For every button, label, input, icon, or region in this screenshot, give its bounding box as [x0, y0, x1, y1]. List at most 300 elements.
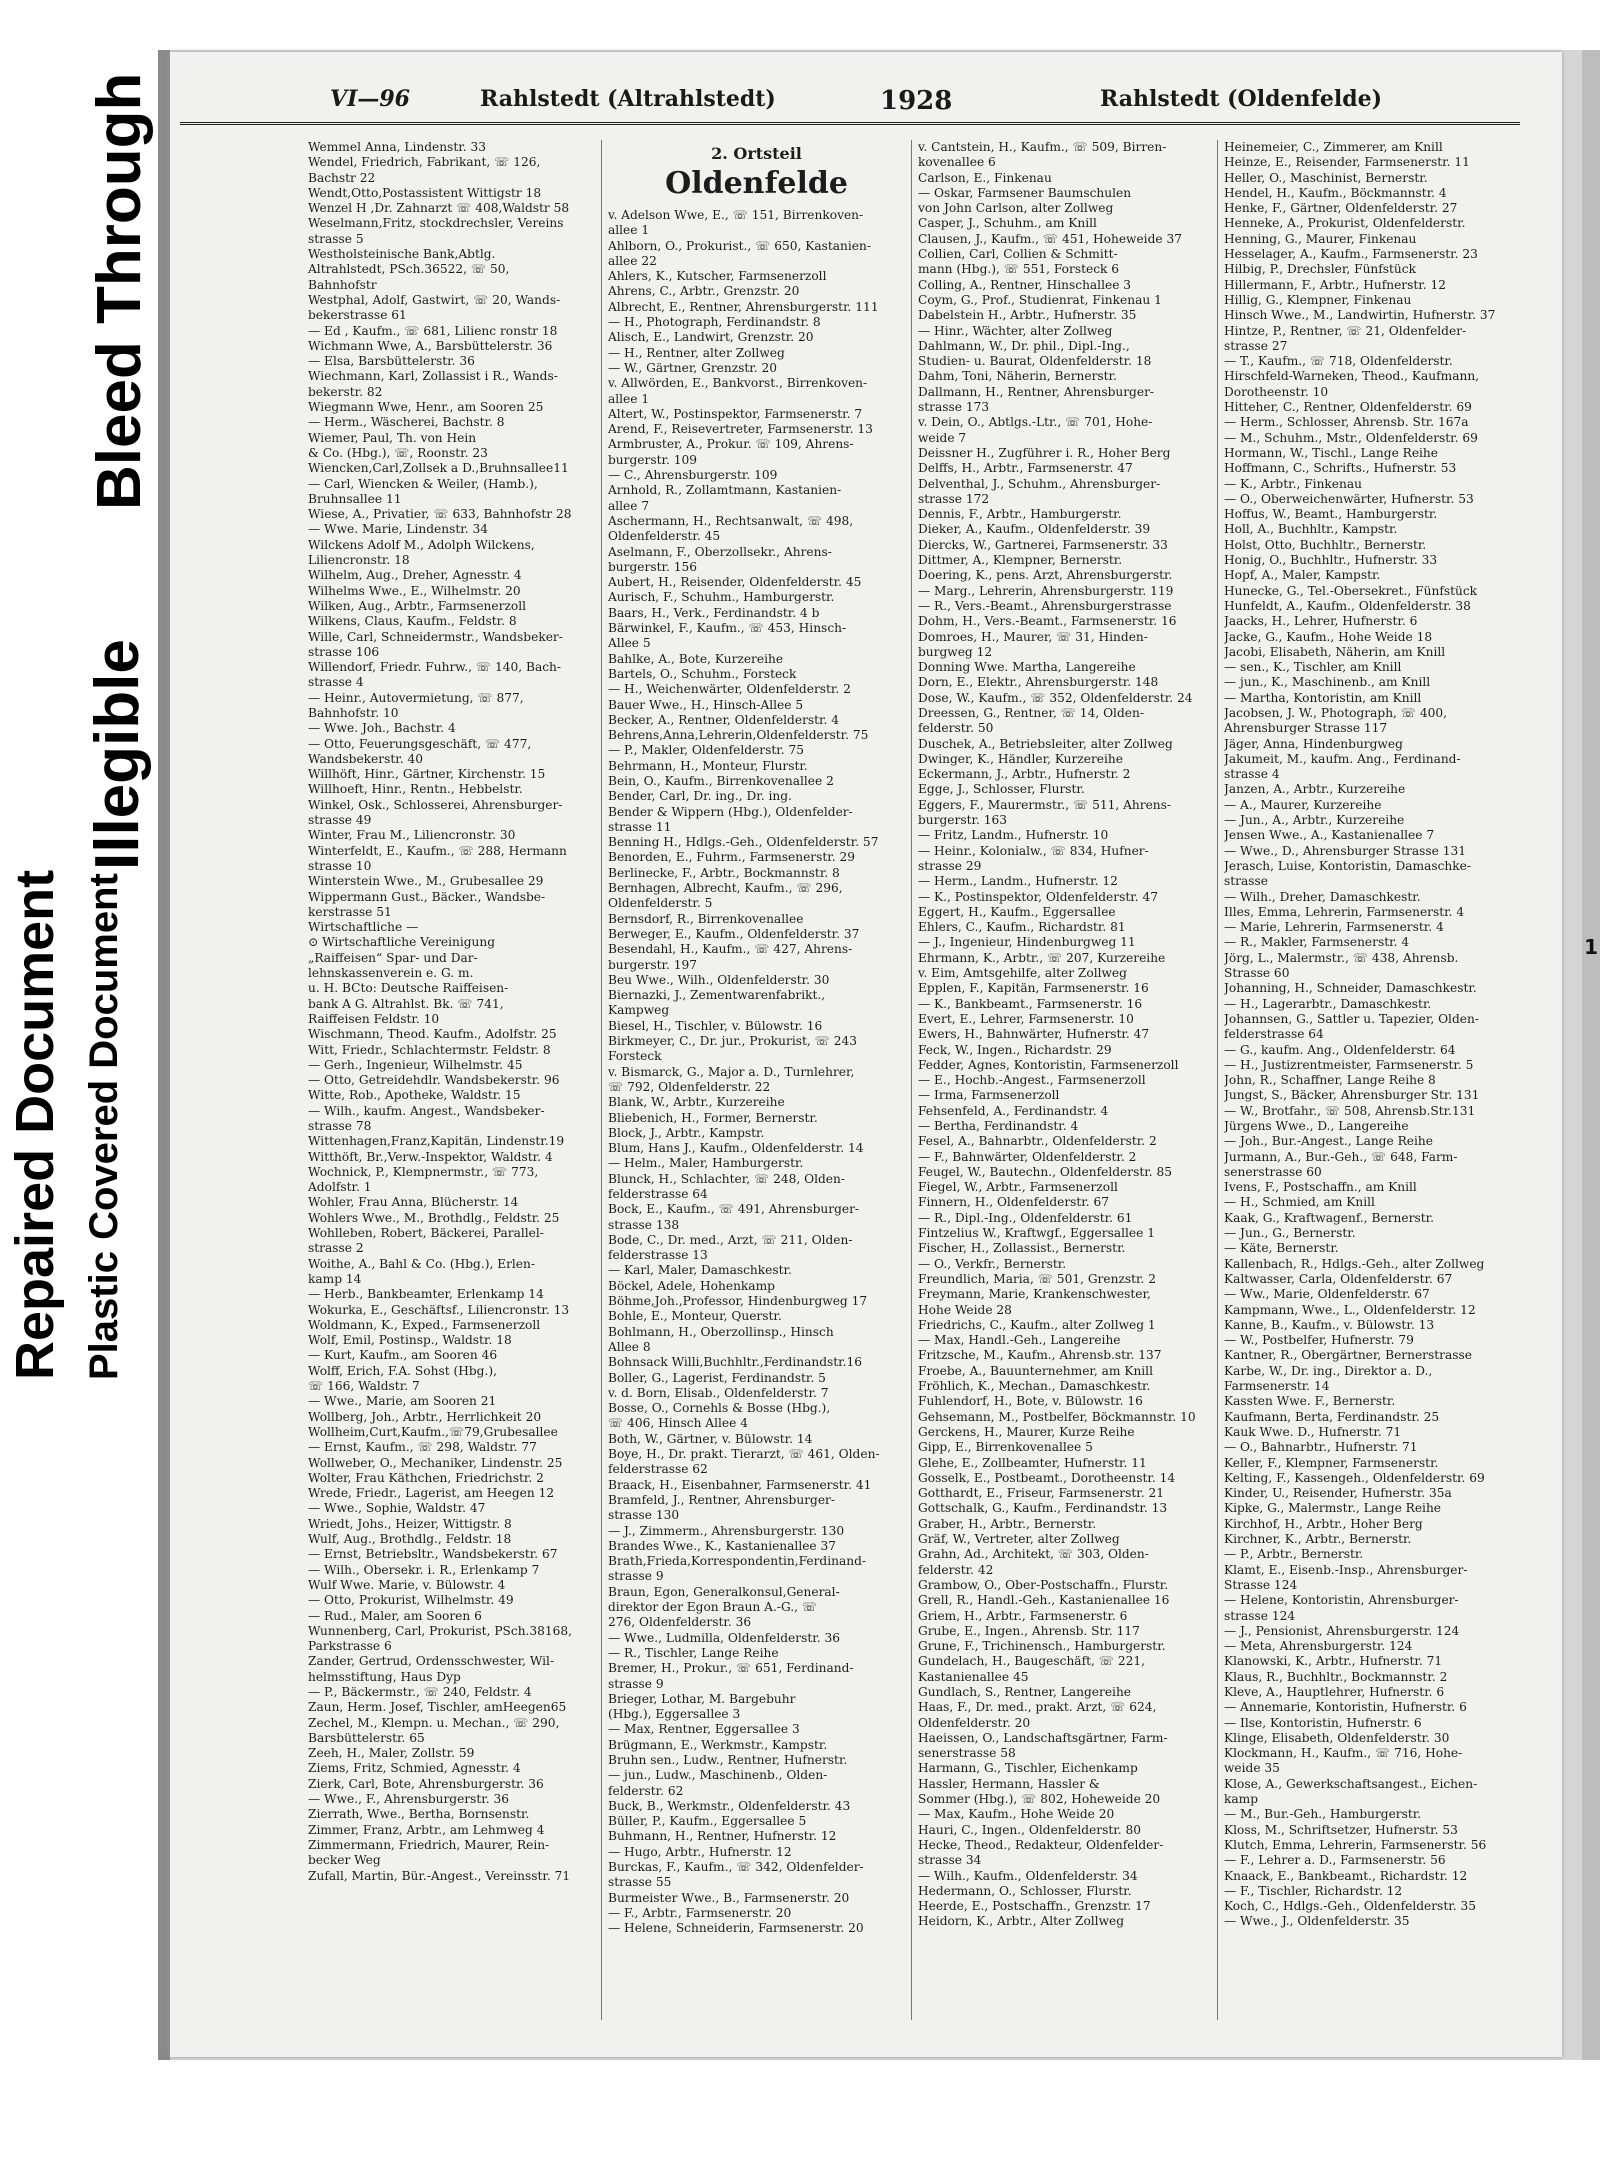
directory-entry: Zierk, Carl, Bote, Ahrensburgerstr. 36 [308, 1776, 544, 1791]
directory-entry: — Heinr., Autovermietung, ☏ 877, [308, 690, 524, 705]
directory-entry: felderstr. 50 [918, 721, 994, 736]
directory-entry: — Kurt, Kaufm., am Sooren 46 [308, 1348, 498, 1363]
directory-entry: — Irma, Farmsenerzoll [918, 1088, 1060, 1103]
directory-entry: Wichmann Wwe, A., Barsbüttelerstr. 36 [308, 338, 553, 353]
directory-entry: Wulf, Aug., Brothdlg., Feldstr. 18 [308, 1532, 512, 1547]
directory-entry: — O., Oberweichenwärter, Hufnerstr. 53 [1224, 491, 1474, 506]
illegible-label: Illegible [83, 639, 152, 870]
directory-entry: allee 1 [608, 223, 650, 238]
directory-entry: — Max, Handl.-Geh., Langereihe [918, 1333, 1121, 1348]
column-1 [302, 140, 602, 2020]
directory-entry: — sen., K., Tischler, am Knill [1224, 660, 1402, 675]
directory-entry: 276, Oldenfelderstr. 36 [608, 1615, 752, 1630]
directory-entry: Dieker, A., Kaufm., Oldenfelderstr. 39 [918, 522, 1151, 537]
directory-entry: weide 35 [1224, 1761, 1280, 1776]
directory-entry: Kaufmann, Berta, Ferdinandstr. 25 [1224, 1409, 1440, 1424]
directory-entry: — Jun., A., Arbtr., Kurzereihe [1224, 813, 1405, 828]
directory-entry: strasse 138 [608, 1217, 680, 1232]
directory-entry: Bruhn sen., Ludw., Rentner, Hufnerstr. [608, 1752, 848, 1767]
directory-entry: Kassten Wwe. F., Bernerstr. [1224, 1394, 1396, 1409]
directory-entry: Both, W., Gärtner, v. Bülowstr. 14 [608, 1431, 813, 1446]
directory-entry: — H., Lagerarbtr., Damaschkestr. [1224, 996, 1432, 1011]
directory-entry: Buck, B., Werkmstr., Oldenfelderstr. 43 [608, 1798, 851, 1813]
directory-entry: — Karl, Maler, Damaschkestr. [608, 1263, 792, 1278]
directory-entry: Wirtschaftliche — [308, 920, 419, 935]
directory-entry: Fröhlich, K., Mechan., Damaschkestr. [918, 1379, 1151, 1394]
directory-entry: Boller, G., Lagerist, Ferdinandstr. 5 [608, 1370, 826, 1385]
directory-entry: Baars, H., Verk., Ferdinandstr. 4 b [608, 605, 820, 620]
directory-entry: Kastanienallee 45 [918, 1669, 1029, 1684]
directory-entry: — Ilse, Kontoristin, Hufnerstr. 6 [1224, 1715, 1422, 1730]
directory-entry: — F., Tischler, Richardstr. 12 [1224, 1883, 1403, 1898]
directory-entry: Blum, Hans J., Kaufm., Oldenfelderstr. 14 [608, 1141, 864, 1156]
directory-entry: Kanne, B., Kaufm., v. Bülowstr. 13 [1224, 1317, 1435, 1332]
directory-entry: — Ed , Kaufm., ☏ 681, Lilienc ronstr 18 [308, 323, 558, 338]
directory-entry: Klaus, R., Buchhltr., Bockmannstr. 2 [1224, 1669, 1448, 1684]
directory-entry: strasse 49 [308, 813, 372, 828]
directory-entry: Bruhnsallee 11 [308, 491, 402, 506]
directory-entry: Janzen, A., Arbtr., Kurzereihe [1224, 782, 1406, 797]
directory-entry: Dorotheenstr. 10 [1224, 384, 1329, 399]
directory-entry: — Herm., Landm., Hufnerstr. 12 [918, 874, 1118, 889]
directory-entry: Jörg, L., Malermstr., ☏ 438, Ahrensb. [1224, 950, 1459, 965]
directory-entry: Wochnick, P., Klempnermstr., ☏ 773, [308, 1164, 539, 1179]
directory-entry: Gehsemann, M., Postbelfer, Böckmannstr. 10 [918, 1409, 1196, 1424]
directory-entry: Wille, Carl, Schneidermstr., Wandsbeker- [308, 629, 563, 644]
directory-entry: Wriedt, Johs., Heizer, Wittigstr. 8 [308, 1516, 512, 1531]
directory-entry: Collien, Carl, Collien & Schmitt- [918, 247, 1118, 262]
directory-entry: Wulf Wwe. Marie, v. Bülowstr. 4 [308, 1577, 506, 1592]
directory-entry: — H., Photograph, Ferdinandstr. 8 [608, 315, 821, 330]
directory-entry: Burmeister Wwe., B., Farmsenerstr. 20 [608, 1890, 850, 1905]
directory-entry: Dahm, Toni, Näherin, Bernerstr. [918, 369, 1117, 384]
directory-entry: Willendorf, Friedr. Fuhrw., ☏ 140, Bach- [308, 660, 562, 675]
directory-entry: Brügmann, E., Werkmstr., Kampstr. [608, 1737, 828, 1752]
directory-entry: — Käte, Bernerstr. [1224, 1241, 1339, 1256]
directory-entry: Harmann, G., Tischler, Eichenkamp [918, 1761, 1138, 1776]
directory-entry: Eggers, F., Maurermstr., ☏ 511, Ahrens- [918, 797, 1172, 812]
directory-entry: Henning, G., Maurer, Finkenau [1224, 231, 1417, 246]
directory-entry: strasse 27 [1224, 338, 1288, 353]
directory-entry: Gundelach, H., Baugeschäft, ☏ 221, [918, 1654, 1145, 1669]
directory-entry: Eckermann, J., Arbtr., Hufnerstr. 2 [918, 767, 1131, 782]
directory-entry: — Meta, Ahrensburgerstr. 124 [1224, 1639, 1413, 1654]
directory-entry: Wippermann Gust., Bäcker., Wandsbe- [308, 889, 546, 904]
directory-entry: ☏ 792, Oldenfelderstr. 22 [608, 1079, 771, 1094]
directory-entry: Aurisch, F., Schuhm., Hamburgerstr. [608, 590, 835, 605]
directory-entry: — Carl, Wiencken & Weiler, (Hamb.), [308, 476, 538, 491]
directory-entry: — O., Verkfr., Bernerstr. [918, 1256, 1067, 1271]
directory-entry: Heinze, E., Reisender, Farmsenerstr. 11 [1224, 155, 1470, 170]
directory-entry: Hitteher, C., Rentner, Oldenfelderstr. 69 [1224, 400, 1472, 415]
directory-entry: Jacke, G., Kaufm., Hohe Weide 18 [1224, 629, 1433, 644]
directory-entry: felderstr. 62 [608, 1783, 684, 1798]
directory-entry: — Otto, Prokurist, Wilhelmstr. 49 [308, 1593, 514, 1608]
directory-entry: Wischmann, Theod. Kaufm., Adolfstr. 25 [308, 1027, 557, 1042]
directory-entry: Eggert, H., Kaufm., Eggersallee [918, 904, 1116, 919]
directory-entry: Holst, Otto, Buchhltr., Bernerstr. [1224, 537, 1427, 552]
directory-entry: Dohm, H., Vers.-Beamt., Farmsenerstr. 16 [918, 614, 1177, 629]
directory-entry: Jäger, Anna, Hindenburgweg [1224, 736, 1403, 751]
directory-entry: — Martha, Kontoristin, am Knill [1224, 690, 1422, 705]
directory-entry: strasse 10 [308, 858, 372, 873]
directory-entry: v. d. Born, Elisab., Oldenfelderstr. 7 [608, 1385, 829, 1400]
directory-entry: Bender & Wippern (Hbg.), Oldenfelder- [608, 804, 853, 819]
directory-entry: Wohlleben, Robert, Bäckerei, Parallel- [308, 1226, 544, 1241]
directory-entry: Wolff, Erich, F.A. Sohst (Hbg.), [308, 1363, 497, 1378]
directory-entry: strasse 34 [918, 1853, 982, 1868]
directory-entry: Arend, F., Reisevertreter, Farmsenerstr. 13 [608, 422, 873, 437]
directory-entry: Gundlach, S., Rentner, Langereihe [918, 1684, 1132, 1699]
directory-entry: — Wilh., Kaufm., Oldenfelderstr. 34 [918, 1868, 1138, 1883]
directory-entry: Benorden, E., Fuhrm., Farmsenerstr. 29 [608, 850, 855, 865]
directory-entry: Ehrmann, K., Arbtr., ☏ 207, Kurzereihe [918, 950, 1166, 965]
directory-entry: Delffs, H., Arbtr., Farmsenerstr. 47 [918, 461, 1133, 476]
directory-entry: strasse 4 [308, 675, 364, 690]
directory-entry: strasse 124 [1224, 1608, 1296, 1623]
directory-entry: — Herm., Schlosser, Ahrensb. Str. 167a [1224, 415, 1469, 430]
directory-entry: Grambow, O., Ober-Postschaffn., Flurstr. [918, 1577, 1169, 1592]
directory-entry: — Herm., Wäscherei, Bachstr. 8 [308, 415, 505, 430]
directory-entry: Kirchner, K., Arbtr., Bernerstr. [1224, 1532, 1412, 1547]
directory-entry: Wolf, Emil, Postinsp., Waldstr. 18 [308, 1333, 512, 1348]
directory-entry: — H., Schmied, am Knill [1224, 1195, 1375, 1210]
directory-entry: — Helene, Schneiderin, Farmsenerstr. 20 [608, 1921, 864, 1936]
directory-entry: Woithe, A., Bahl & Co. (Hbg.), Erlen- [308, 1256, 535, 1271]
directory-entry: Keller, F., Klempner, Farmsenerstr. [1224, 1455, 1439, 1470]
directory-entry: u. H. BCto: Deutsche Raiffeisen- [308, 981, 509, 996]
directory-entry: Allee 8 [608, 1339, 651, 1354]
directory-entry: Hintze, P., Rentner, ☏ 21, Oldenfelder- [1224, 323, 1467, 338]
directory-entry: — C., Ahrensburgerstr. 109 [608, 468, 778, 483]
directory-entry: Bremer, H., Prokur., ☏ 651, Ferdinand- [608, 1661, 854, 1676]
directory-entry: — Ernst, Kaufm., ☏ 298, Waldstr. 77 [308, 1440, 537, 1455]
directory-entry: allee 1 [608, 391, 650, 406]
directory-entry: — Wwe., F., Ahrensburgerstr. 36 [308, 1792, 510, 1807]
directory-entry: Winter, Frau M., Liliencronstr. 30 [308, 828, 516, 843]
directory-entry: Biesel, H., Tischler, v. Bülowstr. 16 [608, 1018, 823, 1033]
directory-entry: Witte, Rob., Apotheke, Waldstr. 15 [308, 1088, 521, 1103]
directory-entry: Bartels, O., Schuhm., Forsteck [608, 666, 797, 681]
directory-entry: Adolfstr. 1 [308, 1180, 372, 1195]
directory-entry: — Wwe., Sophie, Waldstr. 47 [308, 1501, 486, 1516]
directory-entry: Wolter, Frau Käthchen, Friedrichstr. 2 [308, 1470, 544, 1485]
directory-entry: Braun, Egon, Generalkonsul,General- [608, 1584, 840, 1599]
directory-entry: Domroes, H., Maurer, ☏ 31, Hinden- [918, 629, 1148, 644]
directory-entry: Wohler, Frau Anna, Blücherstr. 14 [308, 1195, 519, 1210]
directory-entry: Zierrath, Wwe., Bertha, Bornsenstr. [308, 1807, 530, 1822]
directory-entry: Hoffmann, C., Schrifts., Hufnerstr. 53 [1224, 461, 1457, 476]
directory-entry: Hoffus, W., Beamt., Hamburgerstr. [1224, 507, 1438, 522]
page-reference: VI—96 [330, 86, 410, 112]
directory-entry: — Elsa, Barsbüttelerstr. 36 [308, 354, 475, 369]
directory-entry: Hormann, W., Tischl., Lange Reihe [1224, 445, 1438, 460]
directory-entry: Hirschfeld-Warneken, Theod., Kaufmann, [1224, 369, 1480, 384]
directory-entry: Bernhagen, Albrecht, Kaufm., ☏ 296, [608, 881, 843, 896]
directory-entry: von John Carlson, alter Zollweg [918, 201, 1114, 216]
directory-entry: Holl, A., Buchhltr., Kampstr. [1224, 522, 1398, 537]
directory-entry: Büller, P., Kaufm., Eggersallee 5 [608, 1814, 807, 1829]
directory-entry: Bauer Wwe., H., Hinsch-Allee 5 [608, 697, 804, 712]
section-title: Oldenfelde [665, 166, 848, 201]
directory-entry: Heinemeier, C., Zimmerer, am Knill [1224, 140, 1443, 154]
directory-entry: Bernsdorf, R., Birrenkovenallee [608, 911, 804, 926]
directory-entry: strasse 173 [918, 400, 990, 415]
directory-entry: ☏ 406, Hinsch Allee 4 [608, 1416, 748, 1431]
directory-entry: Kirchhof, H., Arbtr., Hoher Berg [1224, 1516, 1423, 1531]
page-header [180, 60, 1520, 125]
directory-entry: Bliebenich, H., Former, Bernerstr. [608, 1110, 818, 1125]
directory-entry: v. Dein, O., Abtlgs.-Ltr., ☏ 701, Hohe- [918, 415, 1153, 430]
directory-entry: burgerstr. 156 [608, 559, 697, 574]
directory-entry: Boye, H., Dr. prakt. Tierarzt, ☏ 461, Olden- [608, 1447, 880, 1462]
directory-entry: v. Bismarck, G., Major a. D., Turnlehrer, [608, 1064, 855, 1079]
directory-entry: Brath,Frieda,Korrespondentin,Ferdinand- [608, 1554, 867, 1569]
directory-entry: Feck, W., Ingen., Richardstr. 29 [918, 1042, 1112, 1057]
directory-entry: Klockmann, H., Kaufm., ☏ 716, Hohe- [1224, 1746, 1463, 1761]
directory-entry: Jurmann, A., Bur.-Geh., ☏ 648, Farm- [1224, 1149, 1458, 1164]
directory-entry: strasse 4 [1224, 767, 1280, 782]
directory-entry: — W., Gärtner, Grenzstr. 20 [608, 360, 778, 375]
directory-entry: Henke, F., Gärtner, Oldenfelderstr. 27 [1224, 201, 1458, 216]
directory-entry: Wendt,Otto,Postassistent Wittigstr 18 [308, 185, 542, 200]
directory-entry: Epplen, F., Kapitän, Farmsenerstr. 16 [918, 981, 1149, 996]
directory-entry: Koch, C., Hdlgs.-Geh., Oldenfelderstr. 35 [1224, 1899, 1476, 1914]
directory-entry: strasse 172 [918, 491, 990, 506]
directory-entry: Arnhold, R., Zollamtmann, Kastanien- [608, 483, 842, 498]
directory-entry: Wemmel Anna, Lindenstr. 33 [308, 140, 486, 154]
directory-entry: Wiegmann Wwe, Henr., am Sooren 25 [308, 400, 544, 415]
directory-entry: Dittmer, A., Klempner, Bernerstr. [918, 553, 1123, 568]
directory-entry: Brandes Wwe., K., Kastanienallee 37 [608, 1538, 837, 1553]
directory-entry: Dallmann, H., Rentner, Ahrensburger- [918, 384, 1155, 399]
directory-entry: Hauri, C., Ingen., Oldenfelderstr. 80 [918, 1822, 1141, 1837]
directory-entry: Coym, G., Prof., Studienrat, Finkenau 1 [918, 292, 1162, 307]
directory-entry: Donning Wwe. Martha, Langereihe [918, 660, 1136, 675]
directory-entry: bekerstr. 82 [308, 384, 383, 399]
directory-entry: Sommer (Hbg.), ☏ 802, Hoheweide 20 [918, 1792, 1161, 1807]
directory-entry: Evert, E., Lehrer, Farmsenerstr. 10 [918, 1011, 1134, 1026]
directory-entry: Hillig, G., Klempner, Finkenau [1224, 292, 1412, 307]
directory-entry: Benning H., Hdlgs.-Geh., Oldenfelderstr. 57 [608, 835, 879, 850]
directory-entry: Gerckens, H., Maurer, Kurze Reihe [918, 1424, 1135, 1439]
directory-entry: — Wwe., J., Oldenfelderstr. 35 [1224, 1914, 1410, 1929]
directory-entry: — Annemarie, Kontoristin, Hufnerstr. 6 [1224, 1700, 1467, 1715]
directory-entry: Woldmann, K., Exped., Farmsenerzoll [308, 1317, 541, 1332]
directory-entry: Klinge, Elisabeth, Oldenfelderstr. 30 [1224, 1730, 1450, 1745]
directory-entry: Zimmermann, Friedrich, Maurer, Rein- [308, 1837, 550, 1852]
directory-entry: Kauk Wwe. D., Hufnerstr. 71 [1224, 1424, 1402, 1439]
directory-entry: Bahnhofstr [308, 277, 377, 292]
directory-entry: — Herb., Bankbeamter, Erlenkamp 14 [308, 1287, 544, 1302]
directory-entry: Klose, A., Gewerkschaftsangest., Eichen- [1224, 1776, 1478, 1791]
directory-entry: — Otto, Getreidehdlr. Wandsbekerstr. 96 [308, 1073, 560, 1088]
directory-entry: Zimmer, Franz, Arbtr., am Lehmweg 4 [308, 1822, 545, 1837]
directory-entry: weide 7 [918, 430, 967, 445]
directory-entry: bank A G. Altrahlst. Bk. ☏ 741, [308, 996, 504, 1011]
directory-entry: Karbe, W., Dr. ing., Direktor a. D., [1224, 1363, 1433, 1378]
directory-entry: Freymann, Marie, Krankenschwester, [918, 1287, 1151, 1302]
directory-entry: Casper, J., Schuhm., am Knill [918, 216, 1097, 231]
directory-entry: — Wwe. Marie, Lindenstr. 34 [308, 522, 489, 537]
directory-entry: v. Eim, Amtsgehilfe, alter Zollweg [918, 966, 1127, 981]
directory-entry: strasse 130 [608, 1508, 680, 1523]
directory-entry: — F., Lehrer a. D., Farmsenerstr. 56 [1224, 1853, 1446, 1868]
directory-entry: Buhmann, H., Rentner, Hufnerstr. 12 [608, 1829, 837, 1844]
directory-entry: — J., Pensionist, Ahrensburgerstr. 124 [1224, 1623, 1460, 1638]
directory-entry: Ahlers, K., Kutscher, Farmsenerzoll [608, 269, 827, 284]
bleed-through-label: Bleed Through [85, 72, 154, 510]
directory-entry: felderstr. 42 [918, 1562, 994, 1577]
directory-entry: — Ww., Marie, Oldenfelderstr. 67 [1224, 1287, 1430, 1302]
directory-entry: — Wwe., Ludmilla, Oldenfelderstr. 36 [608, 1630, 840, 1645]
directory-entry: Jungst, S., Bäcker, Ahrensburger Str. 131 [1224, 1088, 1480, 1103]
directory-entry: — Wwe., D., Ahrensburger Strasse 131 [1224, 843, 1466, 858]
directory-entry: felderstrasse 62 [608, 1462, 708, 1477]
directory-entry: Blunck, H., Schlachter, ☏ 248, Olden- [608, 1171, 845, 1186]
section-subtitle: 2. Ortsteil [711, 144, 802, 163]
directory-entry: Bein, O., Kaufm., Birrenkovenallee 2 [608, 773, 834, 788]
directory-entry: Allee 5 [608, 636, 651, 651]
directory-entry: Behrens,Anna,Lehrerin,Oldenfelderstr. 75 [608, 728, 869, 743]
directory-entry: Wilhelm, Aug., Dreher, Agnesstr. 4 [308, 568, 522, 583]
column-2 [602, 140, 912, 2020]
directory-entry: — A., Maurer, Kurzereihe [1224, 797, 1382, 812]
directory-entry: Wiemer, Paul, Th. von Hein [308, 430, 477, 445]
directory-entry: Weselmann,Fritz, stockdrechsler, Vereins [308, 216, 564, 231]
directory-entry: Zechel, M., Klempn. u. Mechan., ☏ 290, [308, 1715, 560, 1730]
directory-entry: felderstrasse 64 [1224, 1027, 1324, 1042]
directory-entry: Wrede, Friedr., Lagerist, am Heegen 12 [308, 1486, 555, 1501]
directory-entry: — jun., K., Maschinenb., am Knill [1224, 675, 1431, 690]
directory-entry: — Wwe., Marie, am Sooren 21 [308, 1394, 497, 1409]
directory-entry: — Helene, Kontoristin, Ahrensburger- [1224, 1593, 1459, 1608]
directory-entry: Hinsch Wwe., M., Landwirtin, Hufnerstr. 37 [1224, 308, 1496, 323]
directory-entry: Fischer, H., Zollassist., Bernerstr. [918, 1241, 1126, 1256]
directory-entry: burgerstr. 109 [608, 452, 697, 467]
directory-entry: Jakumeit, M., kaufm. Ang., Ferdinand- [1224, 751, 1461, 766]
directory-entry: Jürgens Wwe., D., Langereihe [1224, 1119, 1409, 1133]
directory-entry: Finnern, H., Oldenfelderstr. 67 [918, 1195, 1110, 1210]
directory-entry: Zeeh, H., Maler, Zollstr. 59 [308, 1746, 475, 1761]
directory-entry: Ivens, F., Postschaffn., am Knill [1224, 1180, 1417, 1195]
directory-entry: Jacobi, Elisabeth, Näherin, am Knill [1224, 644, 1446, 659]
directory-entry: — J., Ingenieur, Hindenburgweg 11 [918, 935, 1136, 950]
directory-entry: Henneke, A., Prokurist, Oldenfelderstr. [1224, 216, 1466, 231]
directory-entry: & Co. (Hbg.), ☏, Roonstr. 23 [308, 445, 488, 460]
directory-entry: — F., Arbtr., Farmsenerstr. 20 [608, 1905, 792, 1920]
directory-entry: — Wilh., Obersekr. i. R., Erlenkamp 7 [308, 1562, 540, 1577]
directory-entry: Jerasch, Luise, Kontoristin, Damaschke- [1224, 858, 1471, 873]
directory-entry: — Jun., G., Bernerstr. [1224, 1226, 1356, 1241]
directory-entry: Klanowski, K., Arbtr., Hufnerstr. 71 [1224, 1654, 1443, 1669]
directory-entry: Kampmann, Wwe., L., Oldenfelderstr. 12 [1224, 1302, 1476, 1317]
directory-entry: Kelting, F., Kassengeh., Oldenfelderstr. 69 [1224, 1470, 1485, 1485]
directory-entry: allee 7 [608, 498, 650, 513]
directory-entry: — G., kaufm. Ang., Oldenfelderstr. 64 [1224, 1042, 1456, 1057]
directory-entry: burgweg 12 [918, 644, 993, 659]
directory-entry: — Joh., Bur.-Angest., Lange Reihe [1224, 1134, 1433, 1149]
directory-entry: Diercks, W., Gartnerei, Farmsenerstr. 33 [918, 537, 1168, 552]
directory-entry: Dabelstein H., Arbtr., Hufnerstr. 35 [918, 308, 1137, 323]
directory-entry: — Hinr., Wächter, alter Zollweg [918, 323, 1113, 338]
directory-year: 1928 [880, 86, 953, 116]
directory-entry: — P., Bäckermstr., ☏ 240, Feldstr. 4 [308, 1684, 532, 1699]
directory-entry: Bahlke, A., Bote, Kurzereihe [608, 651, 784, 666]
directory-entry: ⊙ Wirtschaftliche Vereinigung [308, 935, 496, 950]
directory-entry: strasse 9 [608, 1569, 664, 1584]
directory-entry: Duschek, A., Betriebsleiter, alter Zollweg [918, 736, 1173, 751]
directory-entry: — W., Brotfahr., ☏ 508, Ahrensb.Str.131 [1224, 1103, 1476, 1118]
directory-entry: — Oskar, Farmsener Baumschulen [918, 185, 1132, 200]
directory-entry: Behrmann, H., Monteur, Flurstr. [608, 758, 808, 773]
directory-entry: Kampweg [608, 1003, 670, 1018]
directory-entry: — W., Postbelfer, Hufnerstr. 79 [1224, 1333, 1414, 1348]
repaired-document-label: Repaired Document [5, 869, 65, 1380]
directory-entry: strasse 55 [608, 1875, 672, 1890]
directory-entry: Bahnhofstr. 10 [308, 705, 399, 720]
directory-entry: direktor der Egon Braun A.-G., ☏ [608, 1600, 818, 1615]
right-running-title: Rahlstedt (Oldenfelde) [1100, 86, 1383, 112]
directory-entry: Wiechmann, Karl, Zollassist i R., Wands- [308, 369, 558, 384]
directory-entry: Jaacks, H., Lehrer, Hufnerstr. 6 [1224, 614, 1418, 629]
directory-entry: Besendahl, H., Kaufm., ☏ 427, Ahrens- [608, 942, 853, 957]
directory-entry: Kloss, M., Schriftsetzer, Hufnerstr. 53 [1224, 1822, 1458, 1837]
directory-entry: Jacobsen, J. W., Photograph, ☏ 400, [1224, 705, 1448, 720]
directory-entry: Kleve, A., Hauptlehrer, Hufnerstr. 6 [1224, 1684, 1445, 1699]
directory-entry: — H., Weichenwärter, Oldenfelderstr. 2 [608, 682, 851, 697]
directory-entry: Beu Wwe., Wilh., Oldenfelderstr. 30 [608, 972, 830, 987]
directory-entry: v. Adelson Wwe, E., ☏ 151, Birrenkoven- [608, 208, 864, 222]
directory-entry: — P., Makler, Oldenfelderstr. 75 [608, 743, 804, 758]
directory-entry: becker Weg [308, 1853, 381, 1868]
directory-entry: Becker, A., Rentner, Oldenfelderstr. 4 [608, 712, 840, 727]
directory-entry: Westphal, Adolf, Gastwirt, ☏ 20, Wands- [308, 292, 561, 307]
directory-entry: Bode, C., Dr. med., Arzt, ☏ 211, Olden- [608, 1232, 853, 1247]
directory-entry: Griem, H., Arbtr., Farmsenerstr. 6 [918, 1608, 1128, 1623]
directory-entry: Armbruster, A., Prokur. ☏ 109, Ahrens- [608, 437, 854, 452]
directory-entry: Doering, K., pens. Arzt, Ahrensburgerstr. [918, 568, 1173, 583]
directory-entry: — Otto, Feuerungsgeschäft, ☏ 477, [308, 736, 532, 751]
directory-entry: Honig, O., Buchhltr., Hufnerstr. 33 [1224, 553, 1438, 568]
directory-entry: strasse 78 [308, 1119, 372, 1133]
directory-entry: Egge, J., Schlosser, Flurstr. [918, 782, 1085, 797]
directory-entry: Hecke, Theod., Redakteur, Oldenfelder- [918, 1837, 1164, 1852]
directory-entry: Bohle, E., Monteur, Querstr. [608, 1309, 782, 1324]
directory-entry: Kallenbach, R., Hdlgs.-Geh., alter Zollweg [1224, 1256, 1485, 1271]
directory-entry: — Heinr., Kolonialw., ☏ 834, Hufner- [918, 843, 1149, 858]
directory-entry: Hilbig, P., Drechsler, Fünfstück [1224, 262, 1416, 277]
directory-entry: — P., Arbtr., Bernerstr. [1224, 1547, 1364, 1562]
directory-entry: Bachstr 22 [308, 170, 376, 185]
directory-entry: Willhoeft, Hinr., Rentn., Hebbelstr. [308, 782, 523, 797]
directory-entry: Fesel, A., Bahnarbtr., Oldenfelderstr. 2 [918, 1134, 1157, 1149]
directory-entry: — H., Justizrentmeister, Farmsenerstr. 5 [1224, 1057, 1474, 1072]
directory-entry: Hunecke, G., Tel.-Obersekret., Fünfstück [1224, 583, 1478, 598]
directory-entry: Clausen, J., Kaufm., ☏ 451, Hoheweide 37 [918, 231, 1182, 246]
directory-entry: Wollberg, Joh., Arbtr., Herrlichkeit 20 [308, 1409, 542, 1424]
directory-entry: Heidorn, K., Arbtr., Alter Zollweg [918, 1914, 1125, 1929]
directory-entry: Zander, Gertrud, Ordensschwester, Wil- [308, 1654, 555, 1669]
directory-entry: strasse 2 [308, 1241, 364, 1256]
directory-entry: Böckel, Adele, Hohenkamp [608, 1278, 775, 1293]
directory-entry: Delventhal, J., Schuhm., Ahrensburger- [918, 476, 1161, 491]
directory-entry: Altert, W., Postinspektor, Farmsenerstr. 7 [608, 406, 863, 421]
directory-entry: Wiese, A., Privatier, ☏ 633, Bahnhofstr 28 [308, 507, 572, 522]
directory-entry: kamp 14 [308, 1271, 362, 1286]
directory-entry: burgerstr. 197 [608, 957, 697, 972]
directory-entry: Grube, E., Ingen., Ahrensb. Str. 117 [918, 1623, 1140, 1638]
